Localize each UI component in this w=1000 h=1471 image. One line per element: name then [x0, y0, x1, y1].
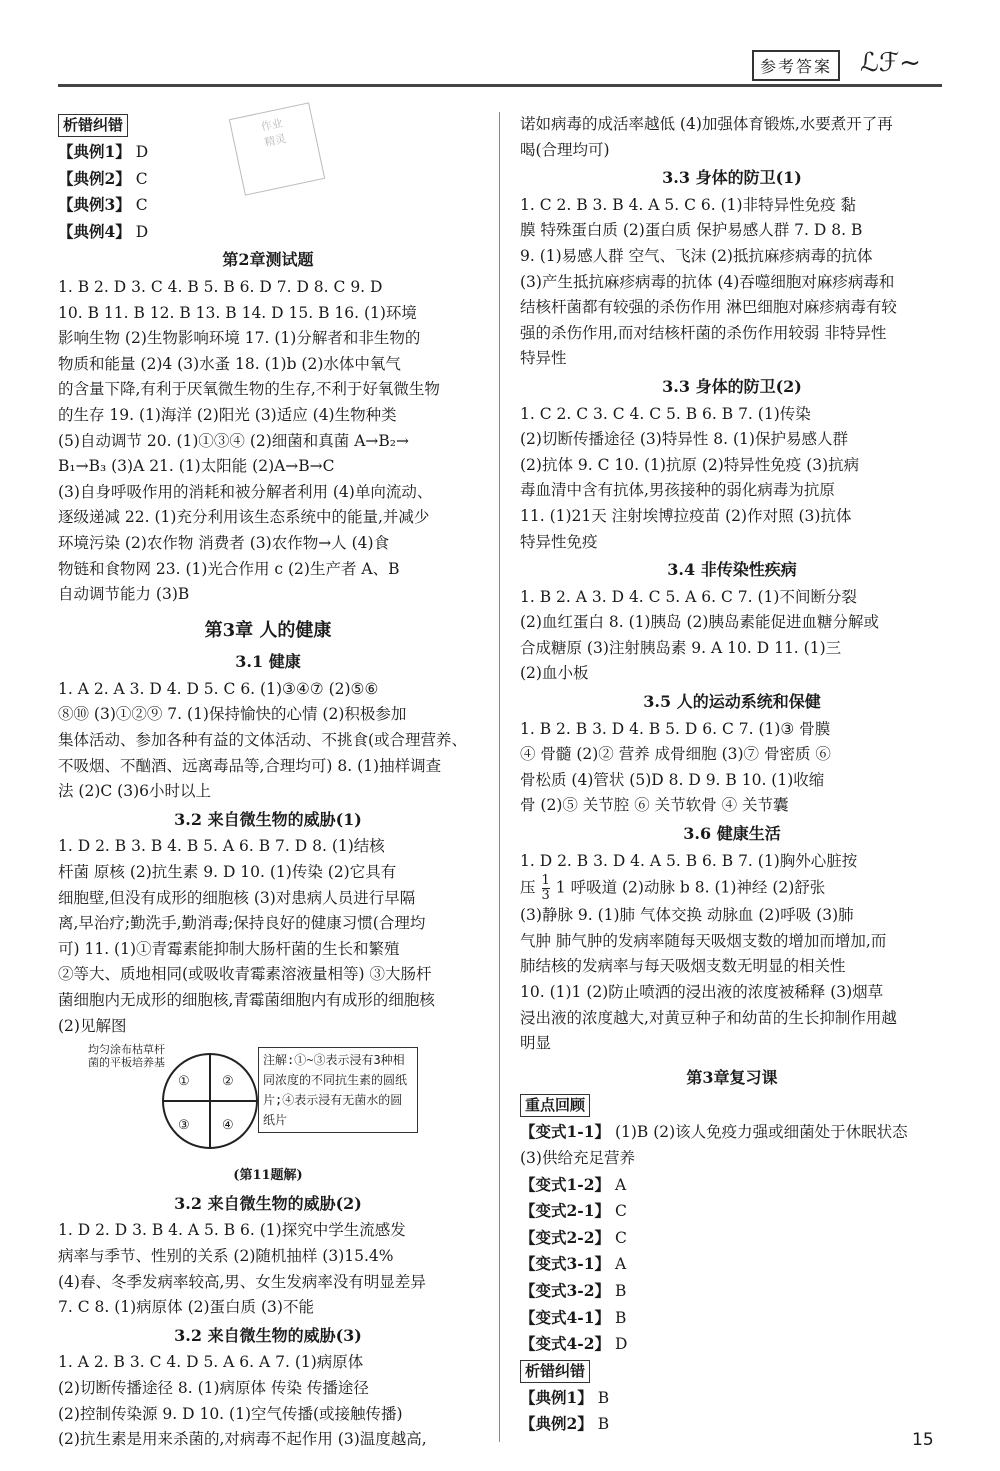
text-line: 10. B 11. B 12. B 13. B 14. D 15. B 16. (1)环境	[58, 303, 417, 322]
text-line: 法 (2)C (3)6小时以上	[58, 782, 211, 801]
text-line: 特异性	[520, 349, 567, 368]
text-line: 结核杆菌都有较强的杀伤作用 淋巴细胞对麻疹病毒有较	[520, 298, 897, 317]
text-line: 不吸烟、不酗酒、远离毒品等,合理均可) 8. (1)抽样调查	[58, 756, 442, 775]
text-line: 1. B 2. B 3. D 4. B 5. D 6. C 7. (1)③ 骨膜	[520, 719, 831, 738]
answer-row: 【变式3-1】 A	[520, 1254, 627, 1274]
text-line: 环境污染 (2)农作物 消费者 (3)农作物→人 (4)食	[58, 533, 390, 552]
column-divider	[499, 112, 500, 1442]
text-line: (4)春、冬季发病率较高,男、女生发病率没有明显差异	[58, 1272, 426, 1291]
text-line: 诺如病毒的成活率越低 (4)加强体育锻炼,水要煮开了再	[520, 115, 893, 133]
quadrant-label: ①	[178, 1074, 190, 1090]
text-line: 喝(合理均可)	[520, 140, 610, 159]
section-label-review: 重点回顾	[520, 1094, 590, 1117]
text-line: 强的杀伤作用,而对结核杆菌的杀伤作用较弱 非特异性	[520, 323, 887, 342]
header-logo: ℒℱ~	[860, 48, 921, 78]
text-line: 1. D 2. B 3. D 4. A 5. B 6. B 7. (1)胸外心脏按	[520, 851, 858, 870]
text-line: 肺结核的发病率与每天吸烟支数无明显的相关性	[520, 957, 846, 976]
petri-dish-diagram	[162, 1053, 258, 1149]
text-line: (2)血小板	[520, 664, 589, 683]
text-line: 气肿 肺气肿的发病率随每天吸烟支数的增加而增加,而	[520, 931, 887, 950]
figure-side-label: 均匀涂布枯草杆菌的平板培养基	[88, 1043, 165, 1070]
text-line: 1. B 2. A 3. D 4. C 5. A 6. C 7. (1)不间断分裂	[520, 587, 857, 606]
text-line: (3)产生抵抗麻疹病毒的抗体 (4)吞噬细胞对麻疹病毒和	[520, 272, 895, 291]
text-line: 毒血清中含有抗体,男孩接种的弱化病毒为抗原	[520, 481, 835, 500]
text-line: (5)自动调节 20. (1)①③④ (2)细菌和真菌 A→B₂→	[58, 431, 409, 450]
answer-row: 【变式2-2】 C	[520, 1227, 627, 1247]
text-line: 影响生物 (2)生物影响环境 17. (1)分解者和非生物的	[58, 329, 421, 348]
left-column	[58, 112, 478, 1453]
text-line: 1. C 2. B 3. B 4. A 5. C 6. (1)非特异性免疫 黏	[520, 195, 857, 214]
text-line: (2)见解图	[58, 1016, 127, 1035]
text-line: 细胞壁,但没有成形的细胞核 (3)对患病人员进行早隔	[58, 888, 416, 907]
figure-11	[58, 1043, 478, 1161]
text-line: 物链和食物网 23. (1)光合作用 c (2)生产者 A、B	[58, 559, 400, 578]
text-line: 1. B 2. D 3. C 4. B 5. B 6. D 7. D 8. C 9. D	[58, 277, 383, 296]
text-line: (2)切断传播途径 (3)特异性 8. (1)保护易感人群	[520, 430, 848, 449]
answer-row: 【变式2-1】 C	[520, 1201, 627, 1221]
text-line: 的含量下降,有利于厌氧微生物的生存,不利于好氧微生物	[58, 380, 440, 399]
text-line: 逐级递减 22. (1)充分利用该生态系统中的能量,并减少	[58, 508, 430, 527]
figure-caption: (第11题解)	[233, 1168, 303, 1184]
section-heading: 3.4 非传染性疾病	[667, 560, 797, 580]
text-line: B₁→B₃ (3)A 21. (1)太阳能 (2)A→B→C	[58, 457, 335, 476]
text-line: 可) 11. (1)①青霉素能抑制大肠杆菌的生长和繁殖	[58, 939, 400, 958]
text-line: (2)控制传染源 9. D 10. (1)空气传播(或接触传播)	[58, 1404, 403, 1423]
text-line: 1. A 2. B 3. C 4. D 5. A 6. A 7. (1)病原体	[58, 1353, 364, 1372]
fraction: $\frac{1}{3}$	[541, 874, 550, 904]
text-line: 骨松质 (4)管状 (5)D 8. D 9. B 10. (1)收缩	[520, 770, 825, 789]
section-heading: 3.1 健康	[235, 652, 301, 672]
answer-row: 【变式3-2】 B	[520, 1280, 627, 1300]
section-label-analysis: 析错纠错	[520, 1360, 590, 1383]
section-heading: 第2章测试题	[222, 250, 314, 270]
section-heading: 3.3 身体的防卫(2)	[662, 376, 802, 396]
text-line: ④ 骨髓 (2)② 营养 成骨细胞 (3)⑦ 骨密质 ⑥	[520, 745, 831, 764]
answer-row: 【典例2】 B	[520, 1414, 610, 1434]
text-line: (2)抗体 9. C 10. (1)抗原 (2)特异性免疫 (3)抗病	[520, 455, 860, 474]
answer-row: 【变式4-2】 D	[520, 1334, 628, 1354]
text-line: 的生存 19. (1)海洋 (2)阳光 (3)适应 (4)生物种类	[58, 405, 397, 424]
text-line: 物质和能量 (2)4 (3)水蚤 18. (1)b (2)水体中氧气	[58, 354, 401, 373]
text-line: (2)抗生素是用来杀菌的,对病毒不起作用 (3)温度越高,	[58, 1430, 427, 1449]
section-heading: 3.2 来自微生物的威胁(2)	[174, 1193, 362, 1213]
text-line: 离,早治疗;勤洗手,勤消毒;保持良好的健康习惯(合理均	[58, 914, 426, 933]
text-line: 病率与季节、性别的关系 (2)随机抽样 (3)15.4%	[58, 1246, 394, 1265]
section-heading: 3.6 健康生活	[683, 824, 781, 844]
chapter-heading: 第3章 人的健康	[204, 619, 332, 641]
section-heading: 第3章复习课	[686, 1067, 778, 1087]
text-line: 浸出液的浓度越大,对黄豆种子和幼苗的生长抑制作用越	[520, 1008, 897, 1027]
text-line: (2)血红蛋白 8. (1)胰岛 (2)胰岛素能促进血糖分解或	[520, 613, 879, 632]
section-label-analysis: 析错纠错	[58, 114, 128, 137]
text-line: (2)切断传播途径 8. (1)病原体 传染 传播途径	[58, 1378, 369, 1397]
quadrant-label: ②	[222, 1074, 234, 1090]
text-line: 杆菌 原核 (2)抗生素 9. D 10. (1)传染 (2)它具有	[58, 863, 397, 882]
text-line: (3)供给充足营养	[520, 1148, 635, 1167]
quadrant-label: ③	[178, 1118, 190, 1134]
watermark-stamp: 作业 精灵	[229, 102, 325, 195]
page-number: 15	[912, 1430, 934, 1450]
text-line: 膜 特殊蛋白质 (2)蛋白质 保护易感人群 7. D 8. B	[520, 221, 863, 240]
answer-row: 【典例2】 C	[58, 168, 148, 188]
text-line-with-fraction: 压 $\frac{1}{3}$ 1 呼吸道 (2)动脉 b 8. (1)神经 (2)舒张	[520, 874, 826, 904]
answer-row: 【变式1-2】 A	[520, 1174, 627, 1194]
text-line: 骨 (2)⑤ 关节腔 ⑥ 关节软骨 ④ 关节囊	[520, 796, 789, 815]
text-line: 11. (1)21天 注射埃博拉疫苗 (2)作对照 (3)抗体	[520, 506, 852, 525]
figure-note: 注解:①~③表示浸有3种相同浓度的不同抗生素的圆纸片;④表示浸有无菌水的圆纸片	[258, 1047, 418, 1133]
answer-row: 【典例3】 C	[58, 195, 148, 215]
text-line: 自动调节能力 (3)B	[58, 585, 190, 604]
answer-row: 【变式1-1】 (1)B (2)该人免疫力强或细菌处于休眠状态	[520, 1122, 908, 1142]
section-heading: 3.2 来自微生物的威胁(1)	[174, 809, 362, 829]
text-line: 1. C 2. C 3. C 4. C 5. B 6. B 7. (1)传染	[520, 404, 811, 423]
text-line: 10. (1)1 (2)防止喷洒的浸出液的浓度被稀释 (3)烟草	[520, 983, 884, 1001]
text-line: 特异性免疫	[520, 532, 598, 551]
text-line: 集体活动、参加各种有益的文体活动、不挑食(或合理营养、	[58, 731, 468, 750]
text-line: 合成糖原 (3)注射胰岛素 9. A 10. D 11. (1)三	[520, 638, 842, 657]
text-line: ⑧⑩ (3)①②⑨ 7. (1)保持愉快的心情 (2)积极参加	[58, 705, 407, 724]
text-line: ②等大、质地相同(或吸收青霉素溶液量相等) ③大肠杆	[58, 965, 432, 984]
text-line: 7. C 8. (1)病原体 (2)蛋白质 (3)不能	[58, 1298, 314, 1317]
text-line: (3)静脉 9. (1)肺 气体交换 动脉血 (2)呼吸 (3)肺	[520, 906, 854, 925]
text-line: 明显	[520, 1034, 552, 1053]
header-rule	[58, 84, 942, 87]
text-line: 1. D 2. D 3. B 4. A 5. B 6. (1)探究中学生流感发	[58, 1221, 406, 1240]
header-badge: 参考答案	[752, 50, 840, 81]
section-heading: 3.5 人的运动系统和保健	[643, 692, 821, 712]
text-line: 9. (1)易感人群 空气、飞沫 (2)抵抗麻疹病毒的抗体	[520, 246, 873, 265]
answer-row: 【典例4】 D	[58, 221, 149, 241]
text-line: 1. A 2. A 3. D 4. D 5. C 6. (1)③④⑦ (2)⑤⑥	[58, 679, 379, 698]
quadrant-label: ④	[222, 1118, 234, 1134]
section-heading: 3.2 来自微生物的威胁(3)	[174, 1325, 362, 1345]
right-column	[520, 112, 944, 1438]
section-heading: 3.3 身体的防卫(1)	[662, 168, 802, 188]
text-line: 菌细胞内无成形的细胞核,青霉菌细胞内有成形的细胞核	[58, 991, 435, 1009]
answer-row: 【变式4-1】 B	[520, 1307, 627, 1327]
text-line: 1. D 2. B 3. B 4. B 5. A 6. B 7. D 8. (1)结核	[58, 837, 385, 856]
text-line: (3)自身呼吸作用的消耗和被分解者利用 (4)单向流动、	[58, 482, 433, 501]
answer-row: 【典例1】 B	[520, 1387, 610, 1407]
answer-row: 【典例1】 D	[58, 142, 149, 161]
